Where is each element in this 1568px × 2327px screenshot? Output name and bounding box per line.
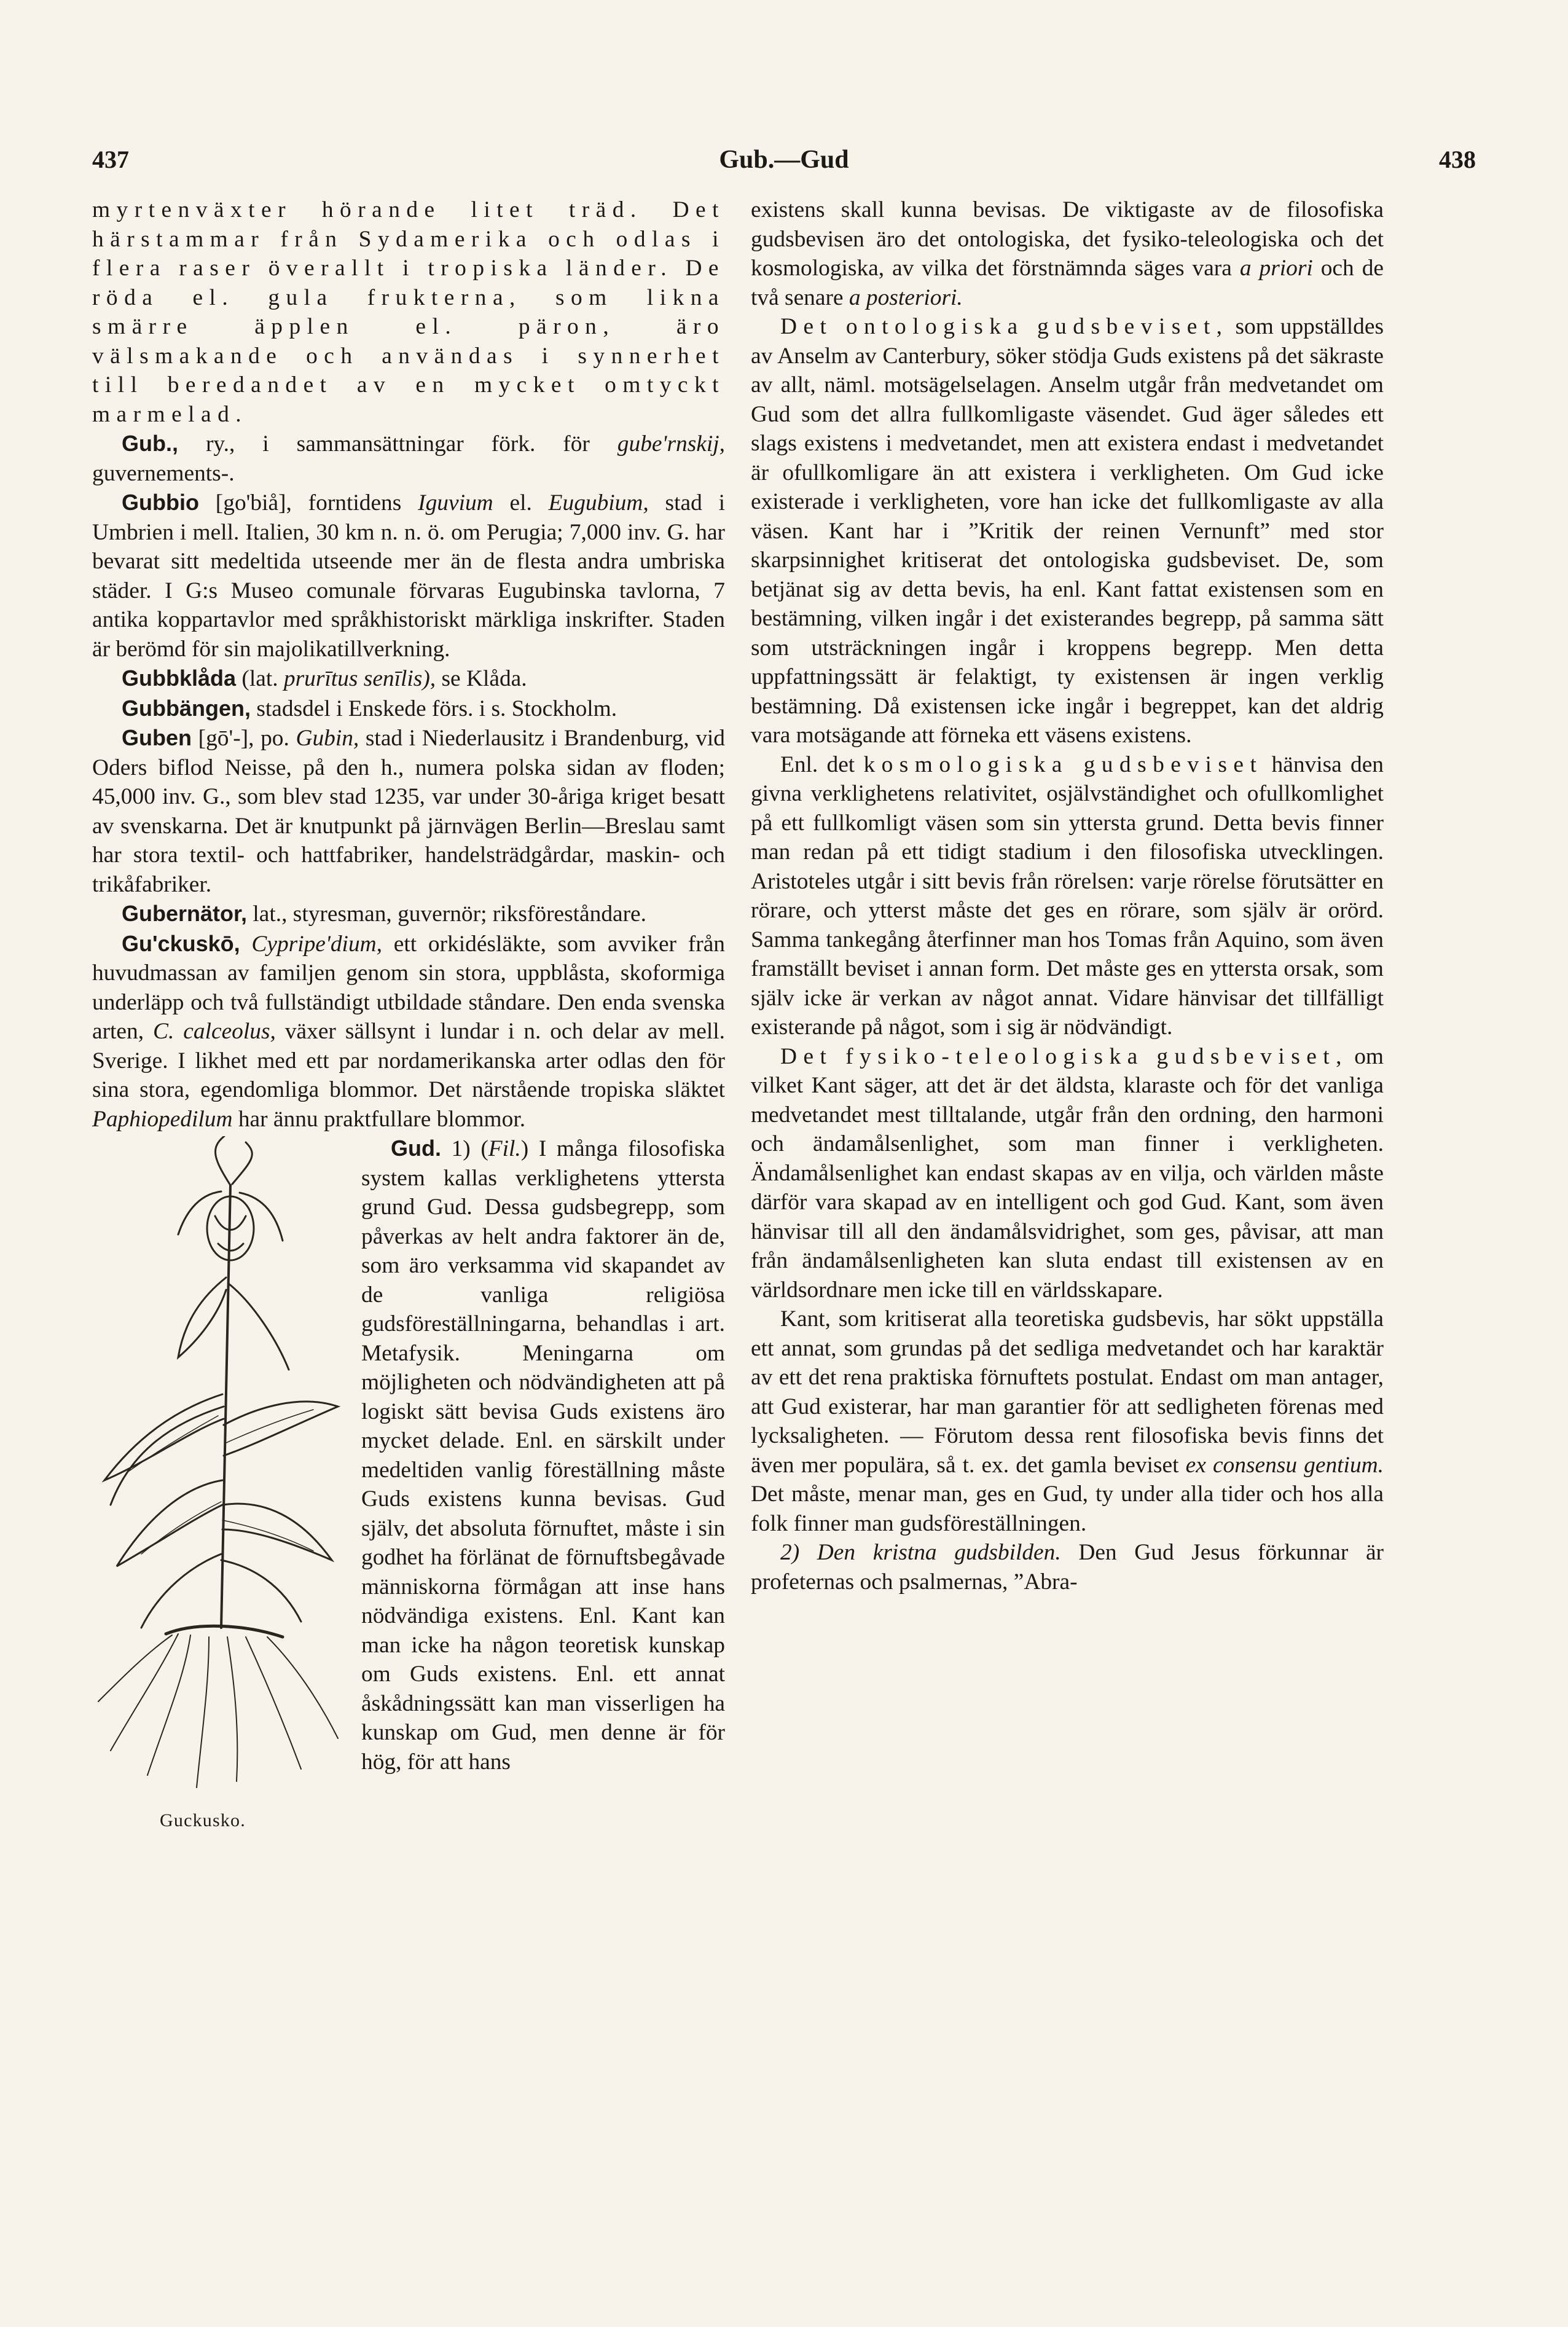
gud-continuation: existens skall kunna bevisas. De viktigaste av de filosofiska gudsbevisen äro det ontologiska, det fysiko-teleologiska och det kosmologiska, av vilka det förstnämnda säges vara a priori och de två senare a posteriori.: [751, 197, 1384, 310]
headword: Gub.,: [122, 431, 178, 456]
ontological-proof: Det ontologiska gudsbeviset, som uppställdes av Anselm av Canterbury, söker stödja Guds existens på det säkraste av allt, näml. motsägelselagen. Anselm utgår från medvetandet om Gud som det allra fullkomligaste väsendet. Gud äger således ett slags existens i medvetandet, men att existera endast i medvetandet är ofullkomligare än att existera i verkligheten. Om Gud icke existerade i verkligheten, vore han icke det fullkomligaste av alla väsen. Kant har i ”Kritik der reinen Vernunft” med stor skarpsinnighet kritiserat det ontologiska gudsbeviset. De, som betjänat sig av detta bevis, ha enl. Kant fattat existensen som en bestämning, vilken ingår i det existerandes begrepp, på samma sätt som utsträckningen ingår i kroppens begrepp. Men detta uppfattningssätt är felaktigt, ty existensen är ingen verklig bestämning. Då existensen icke ingår i begreppet, kan det aldrig vara motsägande att förneka ett väsens existens.: [751, 314, 1384, 748]
teleological-proof: Det fysiko-teleologiska gudsbeviset, om vilket Kant säger, att det är det äldsta, klaraste och för det vanliga medvetandet mest tilltalande, utgår från den ordning, den harmoni och ändamålsenlighet, som man finner i verkligheten. Ändamålsenlighet kan endast skapas av en vilja, och världen måste därför vara skapad av en intelligent och god Gud. Kant, som även hänvisar till all den ändamålsvidrighet, som ges, påvisar, att man från ändamålsenligheten kan sluta endast till existensen av en världsordnare men icke till en världsskapare.: [751, 1043, 1384, 1303]
entry-gub: Gub., ry., i sammansättningar förk. för gube'rnskij, guvernements-.: [92, 431, 725, 486]
headword: Gu'ckuskō,: [122, 930, 240, 956]
entry-gubbio: Gubbio [go'biå], forntidens Iguvium el. Eugubium, stad i Umbrien i mell. Italien, 30 km n. n. ö. om Perugia; 7,000 inv. G. har bevarat sitt medeltida utseende mer än de flesta andra umbriska städer. I G:s Museo comunale förvaras Eugubinska tavlorna, 7 antika koppartavlor med språkhistoriskt märkliga inskrifter. Staden är berömd för sin majolikatillverkning.: [92, 490, 725, 662]
figure-caption: Guckusko.: [160, 1810, 246, 1831]
headword: Gubbio: [122, 490, 199, 515]
orchid-plant-illustration-icon: [92, 1136, 344, 1800]
orchid-figure: [92, 1136, 344, 1831]
entry-continuation: myrtenväxter hörande litet träd. Det härstammar från Sydamerika och odlas i flera raser överallt i tropiska länder. De röda el. gula frukterna, som likna smärre äpplen el. päron, äro välsmakande och användas i synnerhet till beredandet av en mycket omtyckt marmelad.: [92, 197, 725, 427]
entry-gud: Gud. 1) (Fil.) I många filosofiska system kallas verklighetens yttersta grund Gud. Dessa gudsbegrepp, som påverkas av helt andra faktorer än de, som äro verksamma vid skapandet av de vanliga religiösa gudsföreställningarna, behandlas i art. Metafysik. Meningarna om möjligheten och nödvändigheten att på logiskt sätt bevisa Guds existens äro mycket delade. Enl. en särskilt under medeltiden vanlig föreställning måste Guds existens kunna bevisas. Gud själv, det absoluta förnuftet, måste i sin godhet ha förlänat de förnuftsbegåvade människorna förmågan att inse hans nödvändiga existens. Enl. Kant kan man icke ha någon teoretisk kunskap om Guds existens. Enl. ett annat åskådningssätt kan man visserligen ha kunskap om Gud, men denne är för hög, för att hans: [361, 1136, 725, 1775]
entry-gubbklada: Gubbklåda (lat. prurītus senīlis), se Klåda.: [122, 665, 527, 691]
headword: Gubbängen,: [122, 695, 251, 721]
entry-guckusko: Gu'ckuskō, Cypripe'dium, ett orkidésläkte, som avviker från huvudmassan av familjen genom sin stora, uppblåsta, skoformiga underläpp och två fullständigt utbildade ståndare. Den enda svenska arten, C. calceolus, växer sällsynt i lundar i n. och delar av mell. Sverige. I likhet med ett par nordamerikanska arter odlas den för sina stora, egendomliga blommor. Det närstående tropiska släktet Paphiopedilum har ännu praktfullare blommor.: [92, 930, 725, 1132]
entry-guben: Guben [gō'-], po. Gubin, stad i Niederlausitz i Brandenburg, vid Oders biflod Neisse, på den h., numera polska sidan av floden; 45,000 inv. G., som blev stad 1235, var under 30-åriga kriget besatt av svenskarna. Det är knutpunkt på järnvägen Berlin—Breslau samt har stora textil- och hattfabriker, handelsträdgårdar, maskin- och trikåfabriker.: [92, 725, 725, 897]
headword: Gubbklåda: [122, 665, 237, 691]
page-header: [92, 145, 1476, 182]
page-number-left: 437: [92, 146, 129, 173]
headword: Gud.: [391, 1136, 441, 1161]
cosmological-proof: Enl. det kosmologiska gudsbeviset hänvisa den givna verklighetens relativitet, osjälvständighet och ofullkomlighet på ett fullkomligt väsen som sin yttersta grund. Detta bevis finner man redan på ett tidigt stadium i den filosofiska utvecklingen. Aristoteles utgår i sitt bevis från rörelsen: varje rörelse förutsätter en rörare, och ytterst måste det ges en rörare, som själv är orörd. Samma tankegång återfinner man hos Tomas från Aquino, som även framställt beviset i annan form. Det måste ges en yttersta orsak, som själv icke är verkan av något annat. Vidare hänvisar det tillfälligt existerande på något, som i sig är nödvändigt.: [751, 751, 1384, 1040]
christian-god-section: 2) Den kristna gudsbilden. Den Gud Jesus förkunnar är profeternas och psalmernas, ”Abra-: [751, 1540, 1384, 1595]
entry-gubernator: Gubernätor, lat., styresman, guvernör; riksföreståndare.: [122, 901, 647, 927]
headword: Gubernätor,: [122, 901, 248, 926]
entry-gubbangen: Gubbängen, stadsdel i Enskede förs. i s. Stockholm.: [122, 695, 617, 721]
left-column: [92, 195, 725, 1831]
running-title: Gub.—Gud: [719, 146, 849, 174]
headword: Guben: [122, 725, 192, 750]
right-column: [751, 195, 1384, 1596]
page-number-right: 438: [1439, 146, 1476, 173]
kant-moral-proof: Kant, som kritiserat alla teoretiska gudsbevis, har sökt uppställa ett annat, som grundas på det sedliga medvetandet och har karaktär av ett det rena praktiska förnuftets postulat. Endast om man antager, att Gud existerar, har man garantier för att sedligheten förenas med lycksaligheten. — Förutom dessa rent filosofiska bevis finns det även mer populära, så t. ex. det gamla beviset ex consensu gentium. Det måste, menar man, ges en Gud, ty under alla tider och hos alla folk finner man gudsföreställningen.: [751, 1306, 1384, 1536]
